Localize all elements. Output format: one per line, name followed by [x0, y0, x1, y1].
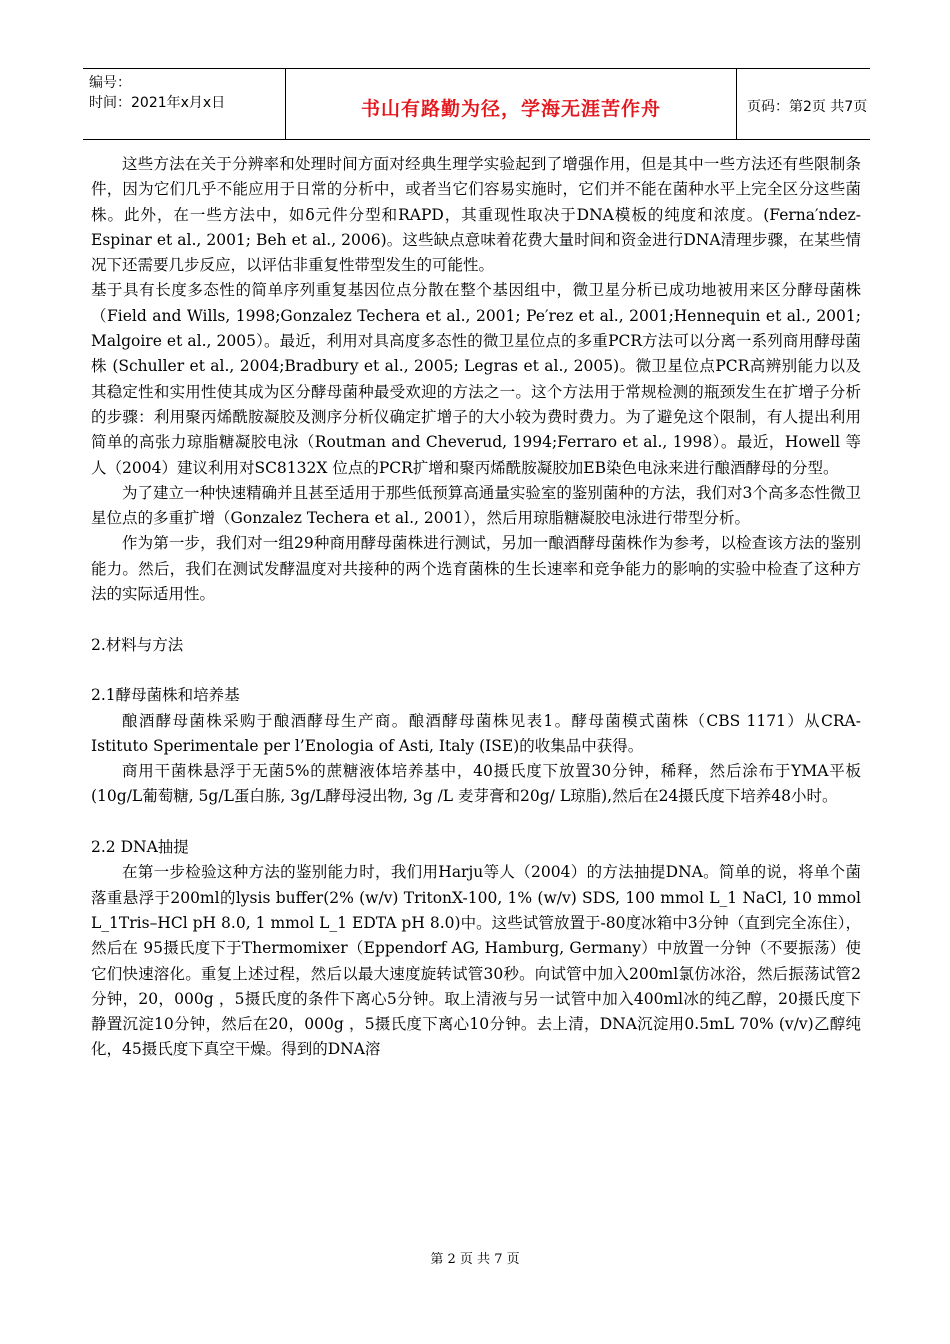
- document-body: [91, 152, 861, 1063]
- paragraph-strains: 酿酒酵母菌株采购于酿酒酵母生产商。酿酒酵母菌株见表1。酵母菌模式菌株（CBS 1171）从CRA-Istituto Sperimentale per l’Enologia of Asti, Italy (ISE)的收集品中获得。: [91, 711, 861, 755]
- paragraph-culture: 商用干菌株悬浮于无菌5%的蔗糖液体培养基中，40摄氏度下放置30分钟，稀释，然后涂布于YMA平板(10g/L葡萄糖, 5g/L蛋白胨, 3g/L酵母浸出物, 3g /L 麦芽膏和20g/ L琼脂),然后在24摄氏度下培养48小时。: [91, 762, 861, 806]
- section-heading-materials-methods: 2.材料与方法: [91, 635, 184, 654]
- paragraph-microsatellite: 基于具有长度多态性的简单序列重复基因位点分散在整个基因组中，微卫星分析已成功地被用来区分酵母菌株（Field and Wills, 1998;Gonzalez Techera et al., 2001; Pe′rez et al., 2001;Hennequin et al., 2001; Malgoire et al., 2005）。最近，利用对具高度多态性的微卫星位点的多重PCR方法可以分离一系列商用酵母菌株 (Schuller et al., 2004;Bradbury et al., 2005; Legras et al., 2005)。微卫星位点PCR高辨别能力以及其稳定性和实用性使其成为区分酵母菌种最受欢迎的方法之一。这个方法用于常规检测的瓶颈发生在扩增子分析的步骤：利用聚丙烯酰胺凝胶及测序分析仪确定扩增子的大小较为费时费力。为了避免这个限制，有人提出利用简单的高张力琼脂糖凝胶电泳（Routman and Cheverud, 1994;Ferraro et al., 1998）。最近，Howell 等人（2004）建议利用对SC8132X 位点的PCR扩增和聚丙烯酰胺凝胶加EB染色电泳来进行酿酒酵母的分型。: [91, 281, 861, 477]
- subsection-heading-strains-media: 2.1酵母菌株和培养基: [91, 686, 240, 705]
- header-page-label: 页码：第2页 共7页: [747, 99, 868, 115]
- paragraph-objective: 为了建立一种快速精确并且甚至适用于那些低预算高通量实验室的鉴别菌种的方法，我们对3个高多态性微卫星位点的多重扩增（Gonzalez Techera et al., 2001），然后用琼脂糖凝胶电泳进行带型分析。: [91, 483, 861, 528]
- document-time-label: 时间：2021年x月x日: [89, 95, 226, 111]
- header-center-cell: [286, 69, 737, 139]
- paragraph-dna-extraction: 在第一步检验这种方法的鉴别能力时，我们用Harju等人（2004）的方法抽提DNA。简单的说，将单个菌落重悬浮于200ml的lysis buffer(2% (w/v) TritonX-100, 1% (w/v) SDS, 100 mmol L_1 NaCl, 10 mmol L_1Tris–HCl pH 8.0, 1 mmol L_1 EDTA pH 8.0)中。这些试管放置于-80度冰箱中3分钟（直到完全冻住），然后在 95摄氏度下于Thermomixer（Eppendorf AG, Hamburg, Germany）中放置一分钟（不要振荡）使它们快速溶化。重复上述过程，然后以最大速度旋转试管30秒。向试管中加入200ml氯仿冰浴，然后振荡试管2分钟，20，000g ，5摄氏度的条件下离心5分钟。取上清液与另一试管中加入400ml冰的纯乙醇，20摄氏度下静置沉淀10分钟，然后在20，000g ，5摄氏度下离心10分钟。去上清，DNA沉淀用0.5mL 70% (v/v)乙醇纯化，45摄氏度下真空干燥。得到的DNA溶: [91, 863, 861, 1059]
- spacer: [91, 810, 861, 835]
- header-motto: 书山有路勤为径，学海无涯苦作舟: [360, 97, 661, 120]
- page-header: [83, 68, 870, 140]
- paragraph-intro-limitations: 这些方法在关于分辨率和处理时间方面对经典生理学实验起到了增强作用，但是其中一些方法还有些限制条件，因为它们几乎不能应用于日常的分析中，或者当它们容易实施时，它们并不能在菌种水平上完全区分这些菌株。此外，在一些方法中，如δ元件分型和RAPD，其重现性取决于DNA模板的纯度和浓度。(Ferna′ndez-Espinar et al., 2001; Beh et al., 2006)。这些缺点意味着花费大量时间和资金进行DNA清理步骤，在某些情况下还需要几步反应，以评估非重复性带型发生的可能性。: [91, 155, 861, 275]
- paragraph-first-step: 作为第一步，我们对一组29种商用酵母菌株进行测试，另加一酿酒酵母菌株作为参考，以检查该方法的鉴别能力。然后，我们在测试发酵温度对共接种的两个选育菌株的生长速率和竞争能力的影响的实验中检查了这种方法的实际适用性。: [91, 534, 861, 604]
- document-number-label: 编号：: [89, 75, 131, 91]
- spacer: [91, 607, 861, 632]
- page-footer: 第 2 页 共 7 页: [430, 1252, 520, 1267]
- subsection-heading-dna-extraction: 2.2 DNA抽提: [91, 838, 189, 857]
- header-right-cell: [737, 71, 870, 141]
- header-left-cell: [83, 69, 286, 139]
- spacer: [91, 658, 861, 683]
